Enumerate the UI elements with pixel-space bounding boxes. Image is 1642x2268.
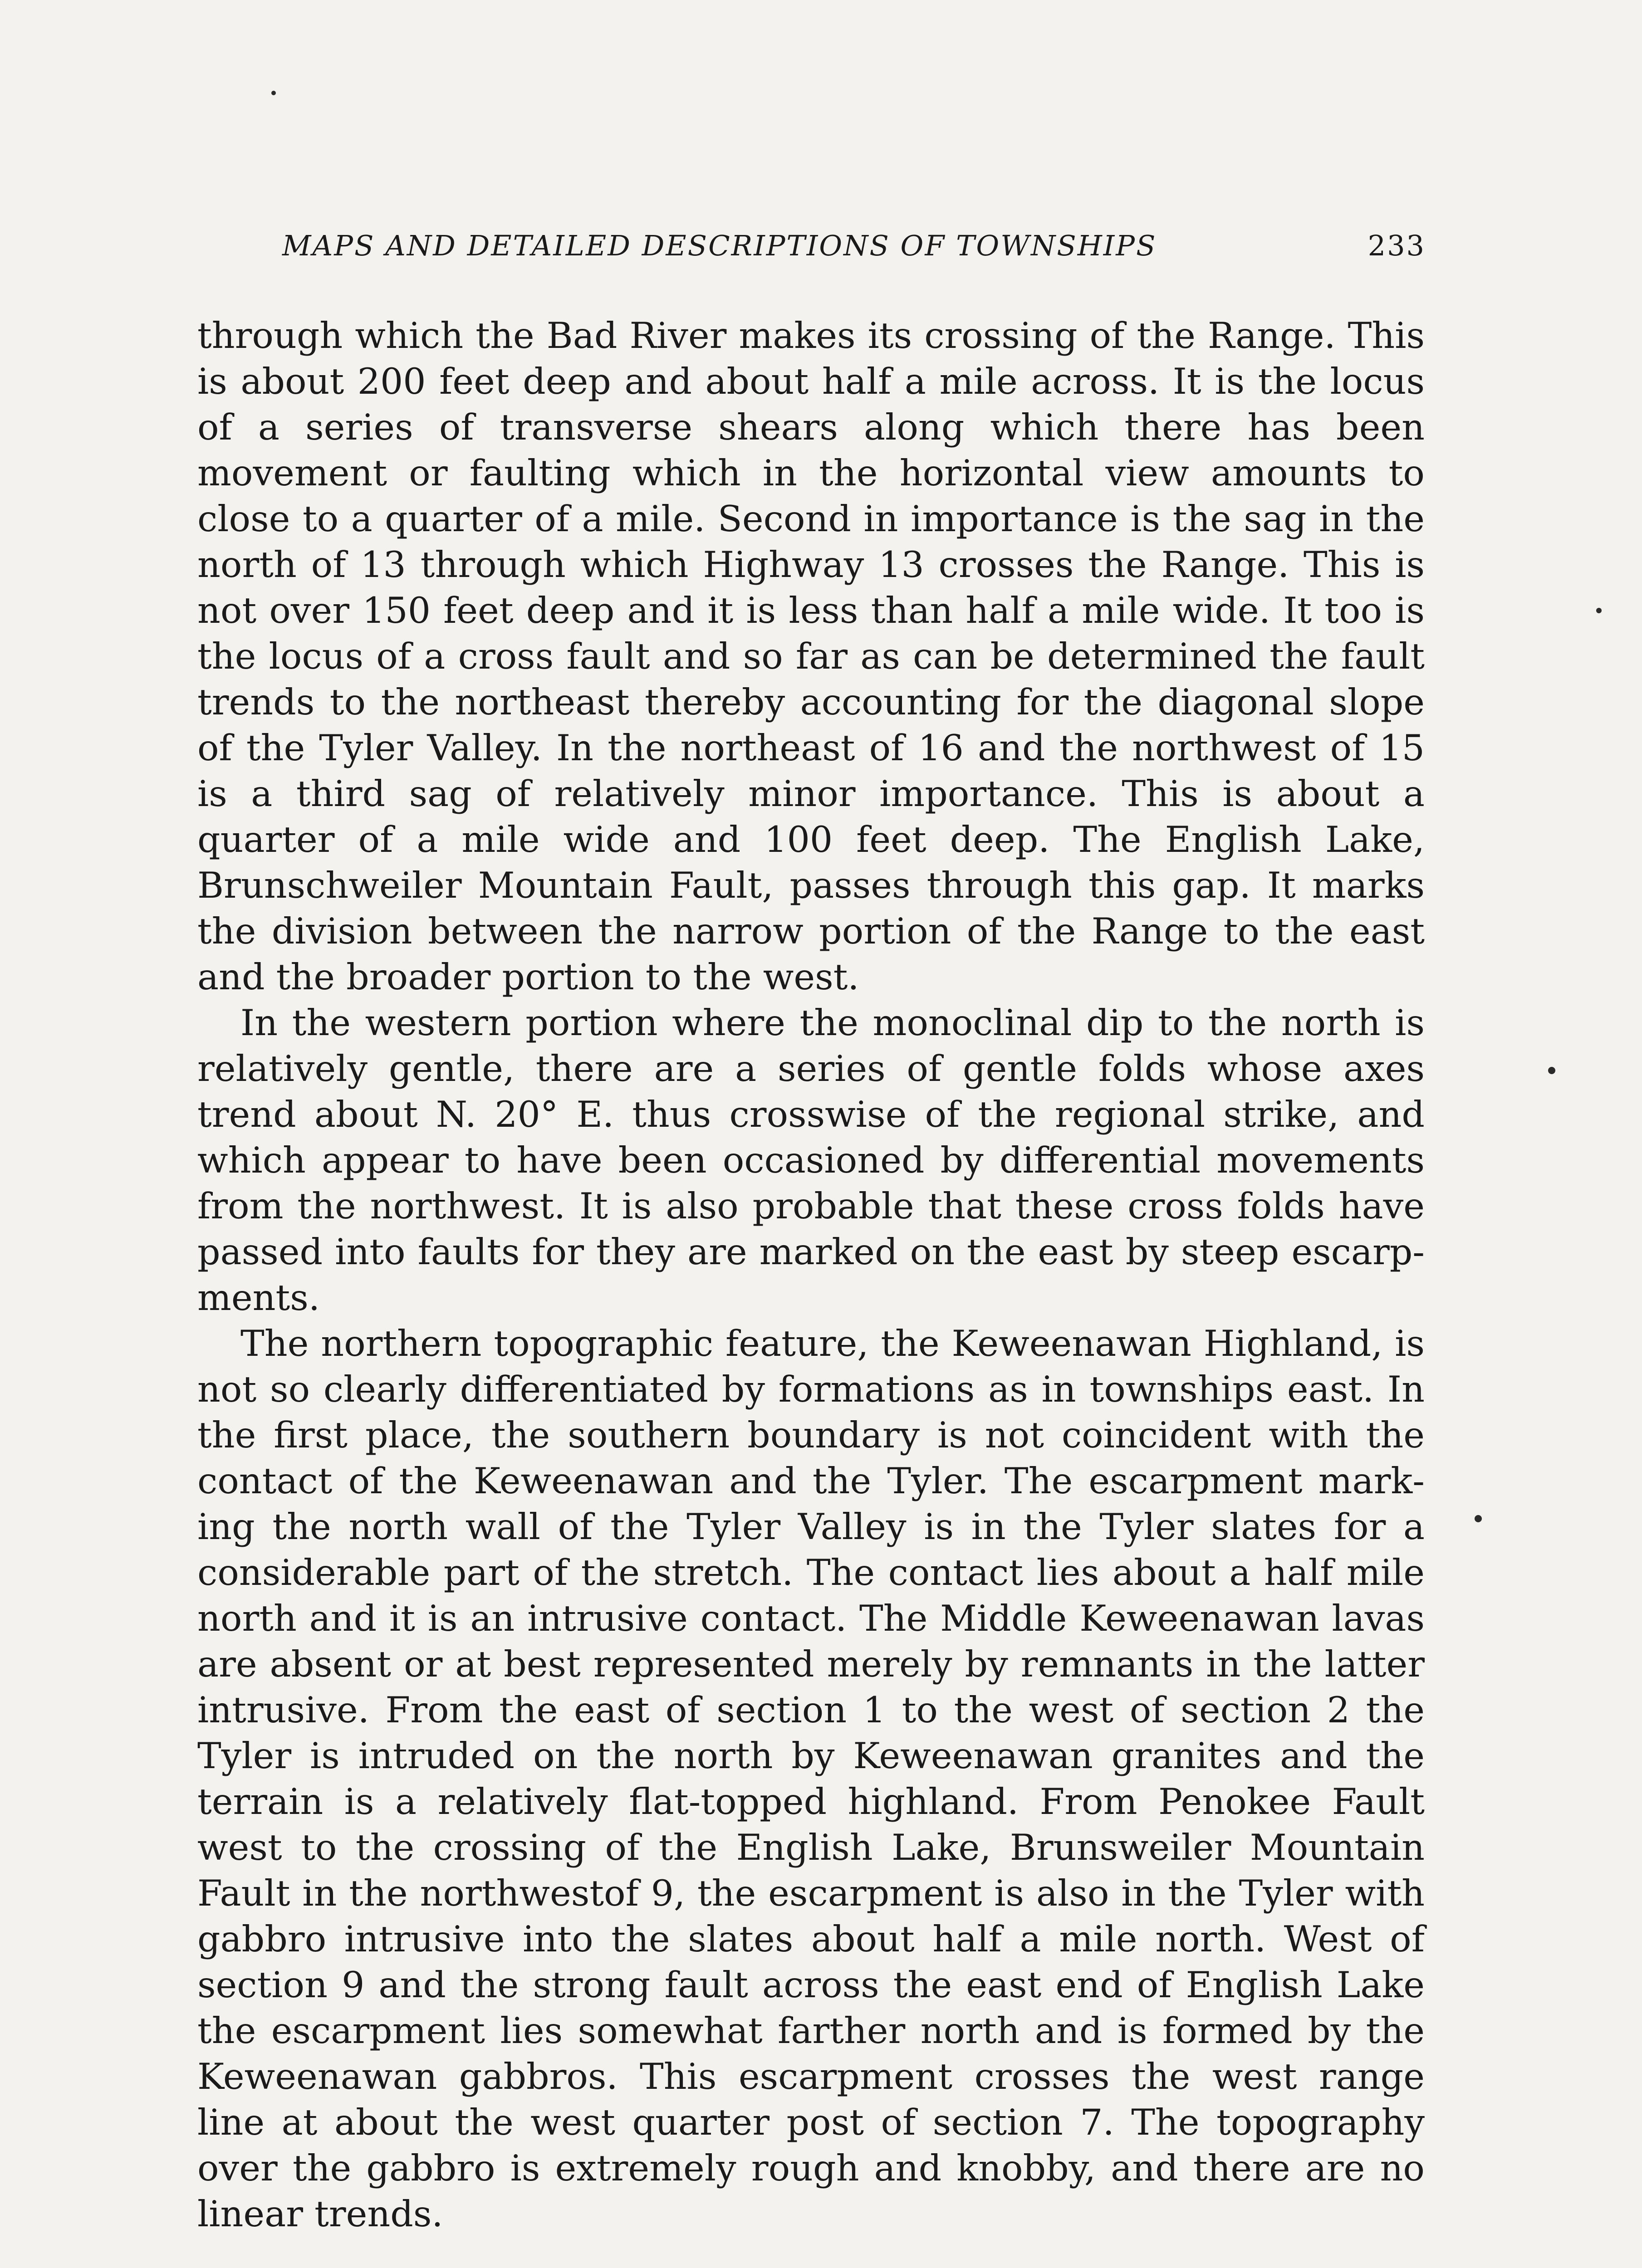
paragraph-3: The northern topographic feature, the Keweenawan Highland, is not so clearly differentiated by formations as in townships east. In the first place, the southern boundary is not coincident with the contact of the Keweenawan and the Tyler. The escarpment marking the north wall of the Tyler Valley is in the Tyler slates for a considerable part of the stretch. The contact lies about a half mile north and it is an intrusive contact. The Middle Keweenawan lavas are absent or at best represented merely by remnants in the latter intrusive. From the east of section 1 to the west of section 2 the Tyler is intruded on the north by Keweenawan granites and the terrain is a relatively flat-topped highland. From Penokee Fault west to the crossing of the English Lake, Brunsweiler Mountain Fault in the northwestof 9, the escarpment is also in the Tyler with gabbro intrusive into the slates about half a mile north. West of section 9 and the strong fault across the east end of English Lake the escarpment lies somewhat farther north and is formed by the Keweenawan gabbros. This escarpment crosses the west range line at about the west quarter post of section 7. The topography over the gabbro is extremely rough and knobby, and there are no linear trends. [197, 1323, 1425, 2235]
running-head-title: MAPS AND DETAILED DESCRIPTIONS OF TOWNSHIPS [282, 229, 1157, 262]
scan-speck [1548, 1067, 1555, 1074]
scan-speck [271, 91, 276, 95]
scan-speck [1596, 608, 1602, 613]
paragraph-1: through which the Bad River makes its crossing of the Range. This is about 200 feet deep and about half a mile across. It is the locus of a series of transverse shears along which there has been movement or faulting which in the horizontal view amounts to close to a quarter of a mile. Second in importance is the sag in the north of 13 through which Highway 13 crosses the Range. This is not over 150 feet deep and it is less than half a mile wide. It too is the locus of a cross fault and so far as can be determined the fault trends to the northeast thereby accounting for the diagonal slope of the Tyler Valley. In the northeast of 16 and the northwest of 15 is a third sag of relatively minor importance. This is about a quarter of a mile wide and 100 feet deep. The English Lake, Brunschweiler Mountain Fault, passes through this gap. It marks the division between the narrow portion of the Range to the east and the broader portion to the west. [197, 315, 1425, 998]
scan-speck [1475, 1515, 1482, 1522]
paragraph-2: In the western portion where the monoclinal dip to the north is relatively gentle, there are a series of gentle folds whose axes trend about N. 20° E. thus crosswise of the regional strike, and which appear to have been occasioned by differential movements from the northwest. It is also probable that these cross folds have passed into faults for they are marked on the east by steep escarpments. [197, 1002, 1425, 1319]
body-text [197, 313, 1425, 2237]
running-head [282, 229, 1426, 270]
page-number: 233 [1368, 229, 1426, 262]
